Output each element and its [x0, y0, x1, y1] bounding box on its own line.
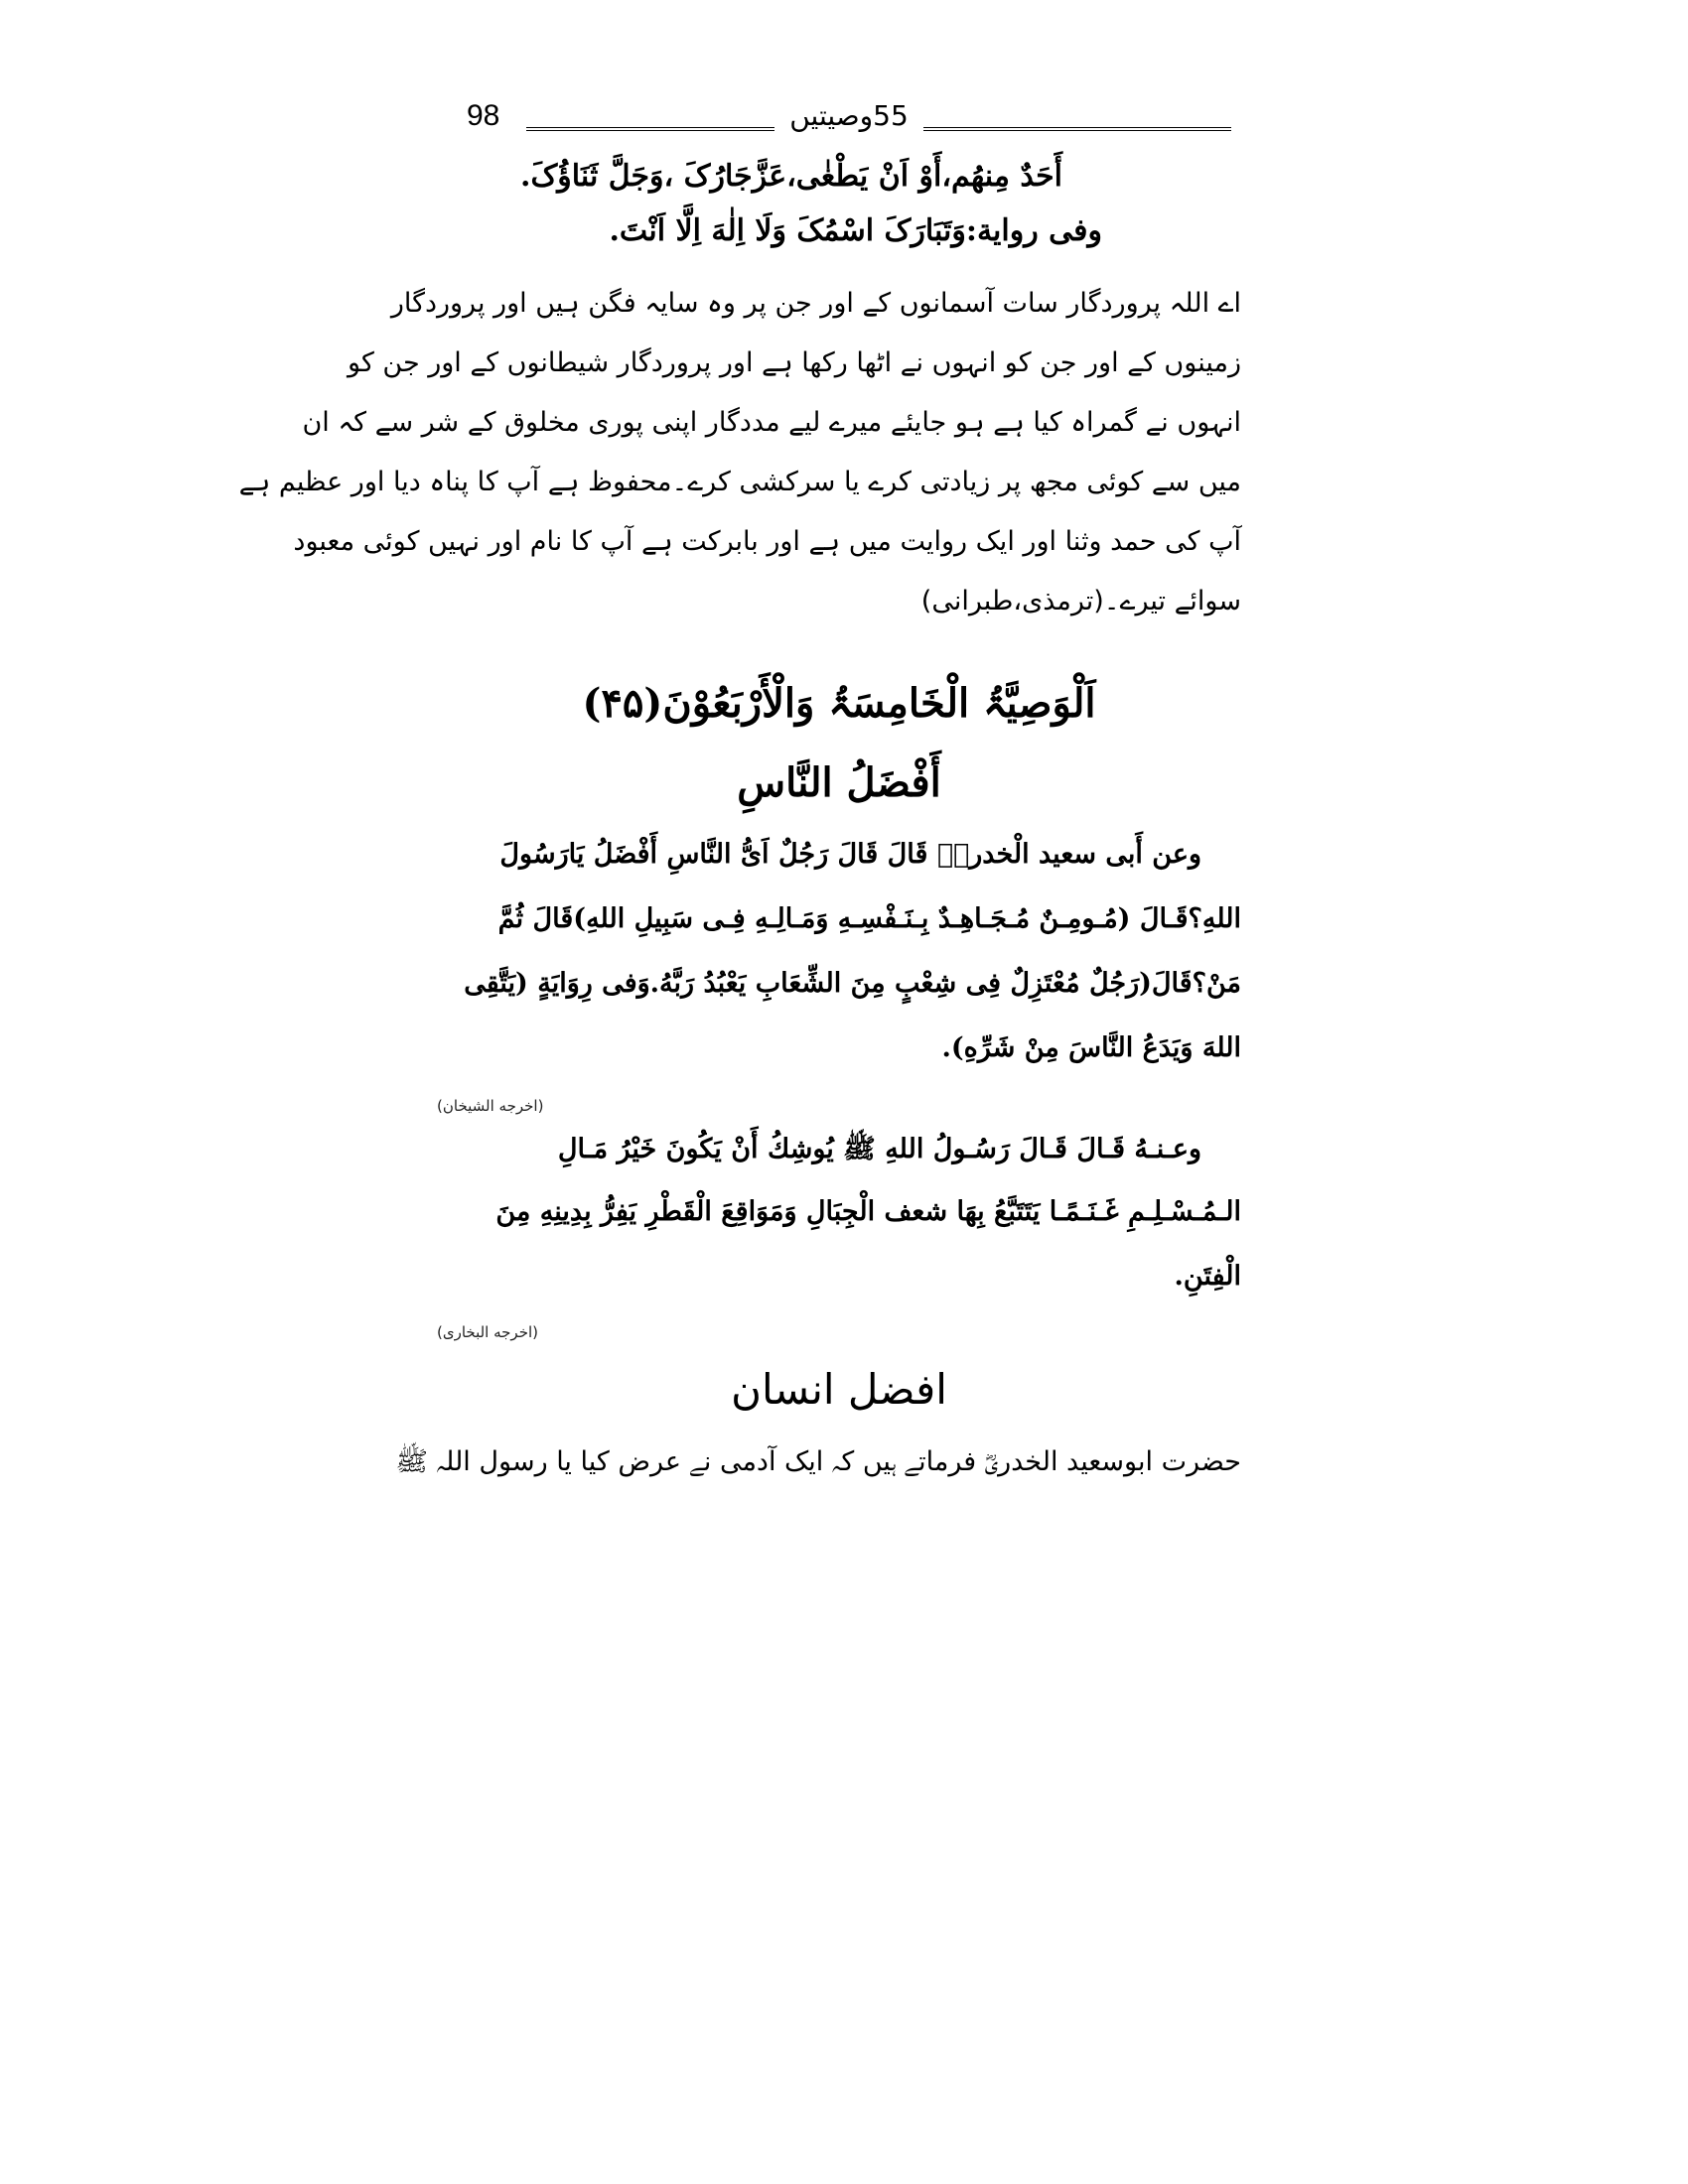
intro-urdu-line-1: اے اللہ پروردگار سات آسمانوں کے اور جن پر وہ سایہ فگن ہیں اور پروردگار [390, 288, 1241, 319]
intro-urdu-paragraph [238, 288, 1241, 645]
header-rule-left [526, 127, 774, 131]
intro-urdu-line-6: سوائے تیرے۔(ترمذی،طبرانی) [920, 586, 1241, 616]
hadith-2-line-3: الْفِتَنِ. [1174, 1261, 1241, 1292]
hadith-2-line-1: وعـنـهُ قَـالَ قَـالَ رَسُـولُ اللهِ ﷺ يُوشِكُ أَنْ يَكُونَ خَيْرُ مَـالِ [557, 1134, 1201, 1164]
section-subheading: أَفْضَلُ النَّاسِ [737, 759, 941, 806]
section-heading: اَلْوَصِیَّۃُ الْخَامِسَۃُ وَالْأَرْبَعُوْنَ(۴۵) [582, 680, 1096, 727]
intro-urdu-line-3: انہوں نے گمراہ کیا ہے ہو جایئے میرے لیے مددگار اپنی پوری مخلوق کے شر سے کہ ان [302, 407, 1241, 438]
hadith-2 [437, 1132, 1241, 1330]
urdu-closing-line: حضرت ابوسعید الخدریؓ فرماتے ہیں کہ ایک آدمی نے عرض کیا یا رسول اللہ ﷺ [395, 1446, 1241, 1477]
intro-urdu-line-2: زمینوں کے اور جن کو انہوں نے اٹھا رکھا ہے اور پروردگار شیطانوں کے اور جن کو [348, 347, 1241, 378]
hadith-1-line-1: وعن أَبى سعيد الْخدرىؓ قَالَ قَالَ رَجُلٌ اَىُّ النَّاسِ أَفْضَلُ يَارَسُولَ [499, 839, 1201, 870]
hadith-1-line-2: اللهِ؟قَـالَ (مُـومِـنٌ مُـجَـاهِـدٌ بِـنَـفْسِـهِ وَمَـالِـهِ فِـى سَبِيلِ اللهِ)قَالَ ثُمَّ [497, 903, 1241, 934]
hadith-1 [437, 839, 1241, 1097]
urdu-heading: افضل انسان [731, 1365, 947, 1414]
hadith-2-line-2: الـمُـسْـلِـمِ غَـنَـمًـا يَتَتَبَّعُ بِهَا شعف الْجِبَالِ وَمَوَاقِعَ الْقَطْرِ يَفِرُّ بِدِينِهِ مِنَ [495, 1196, 1241, 1227]
intro-arabic-line-2: وفی روایة:وَتَبَارَکَ اسْمُکَ وَلَا اِلٰهَ اِلَّا اَنْتَ. [609, 213, 1102, 248]
intro-arabic-line-1: أَحَدٌ مِنهُم،أَوْ اَنْ يَطْغٰى،عَزَّجَارُکَ ،وَجَلَّ ثَنَاؤُکَ. [520, 159, 1062, 194]
intro-urdu-line-4: میں سے کوئی مجھ پر زیادتی کرے یا سرکشی کرے۔محفوظ ہے آپ کا پناہ دیا اور عظیم ہے [238, 467, 1241, 497]
header-rule-right [923, 127, 1231, 131]
hadith-1-line-3: مَنْ؟قَالَ(رَجُلٌ مُعْتَزِلٌ فِى شِعْبٍ مِنَ الشِّعَابِ يَعْبُدُ رَبَّهُ.وَفى رِوَايَةٍ (يَتَّقِى [464, 968, 1241, 999]
page-header [467, 99, 1231, 139]
page-number: 98 [467, 99, 500, 132]
intro-urdu-line-5: آپ کی حمد وثنا اور ایک روایت میں ہے اور بابرکت ہے آپ کا نام اور نہیں کوئی معبود [293, 526, 1241, 557]
intro-arabic [437, 159, 1241, 268]
hadith-1-source: (اخرجه الشيخان) [437, 1097, 544, 1115]
book-title: 55وصیتیں [789, 99, 909, 132]
hadith-1-line-4: اللهَ وَيَدَعُ النَّاسَ مِنْ شَرِّهِ). [941, 1032, 1241, 1063]
hadith-2-source: (اخرجه البخارى) [437, 1323, 539, 1341]
